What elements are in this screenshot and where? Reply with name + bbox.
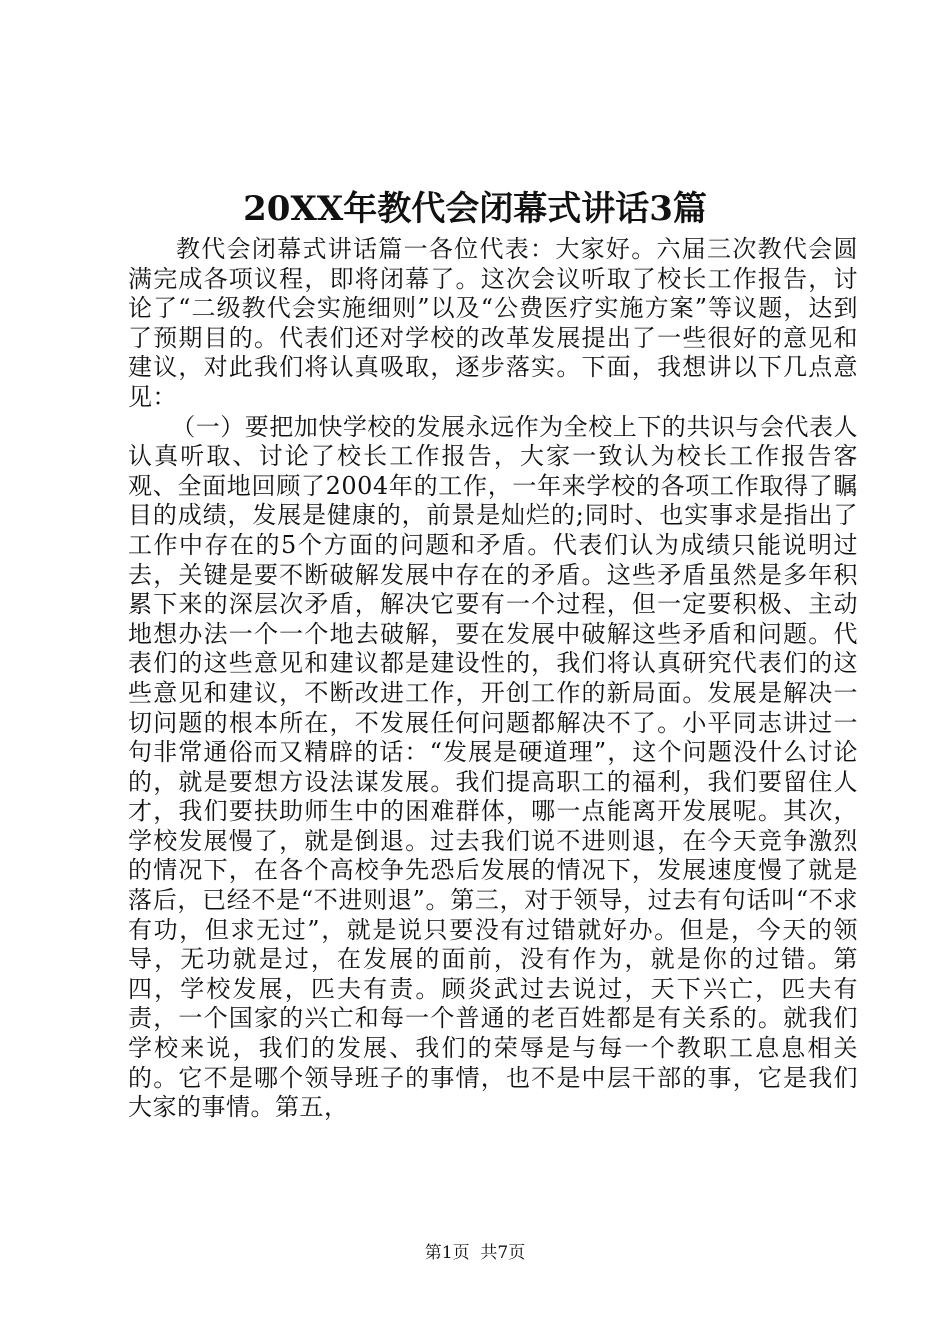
document-body <box>128 235 858 1123</box>
page-footer <box>0 1242 950 1264</box>
paragraph-intro: 教代会闭幕式讲话篇一各位代表：大家好。六届三次教代会圆满完成各项议程，即将闭幕了。这次会议听取了校长工作报告，讨论了“二级教代会实施细则”以及“公费医疗实施方案”等议题，达到了预期目的。代表们还对学校的改革发展提出了一些很好的意见和建议，对此我们将认真吸取，逐步落实。下面，我想讲以下几点意见： <box>128 235 858 411</box>
document-title: 20XX年教代会闭幕式讲话3篇 <box>243 189 707 229</box>
paragraph-section-1: （一）要把加快学校的发展永远作为全校上下的共识与会代表人认真听取、讨论了校长工作报告，大家一致认为校长工作报告客观、全面地回顾了2004年的工作，一年来学校的各项工作取得了瞩目的成绩，发展是健康的，前景是灿烂的;同时、也实事求是指出了工作中存在的5个方面的问题和矛盾。代表们认为成绩只能说明过去，关键是要不断破解发展中存在的矛盾。这些矛盾虽然是多年积累下来的深层次矛盾，解决它要有一个过程，但一定要积极、主动地想办法一个一个地去破解，要在发展中破解这些矛盾和问题。代表们的这些意见和建议都是建设性的，我们将认真研究代表们的这些意见和建议，不断改进工作，开创工作的新局面。发展是解决一切问题的根本所在，不发展任何问题都解决不了。小平同志讲过一句非常通俗而又精辟的话：“发展是硬道理”，这个问题没什么讨论的，就是要想方设法谋发展。我们提高职工的福利，我们要留住人才，我们要扶助师生中的困难群体，哪一点能离开发展呢。其次，学校发展慢了，就是倒退。过去我们说不进则退，在今天竞争激烈的情况下，在各个高校争先恐后发展的情况下，发展速度慢了就是落后，已经不是“不进则退”。第三，对于领导，过去有句话叫“不求有功，但求无过”，就是说只要没有过错就好办。但是，今天的领导，无功就是过，在发展的面前，没有作为，就是你的过错。第四，学校发展，匹夫有责。顾炎武过去说过，天下兴亡，匹夫有责，一个国家的兴亡和每一个普通的老百姓都是有关系的。就我们学校来说，我们的发展、我们的荣辱是与每一个教职工息息相关的。它不是哪个领导班子的事情，也不是中层干部的事，它是我们大家的事情。第五， <box>128 412 858 1122</box>
page-number: 第1页 共7页 <box>424 1243 526 1263</box>
